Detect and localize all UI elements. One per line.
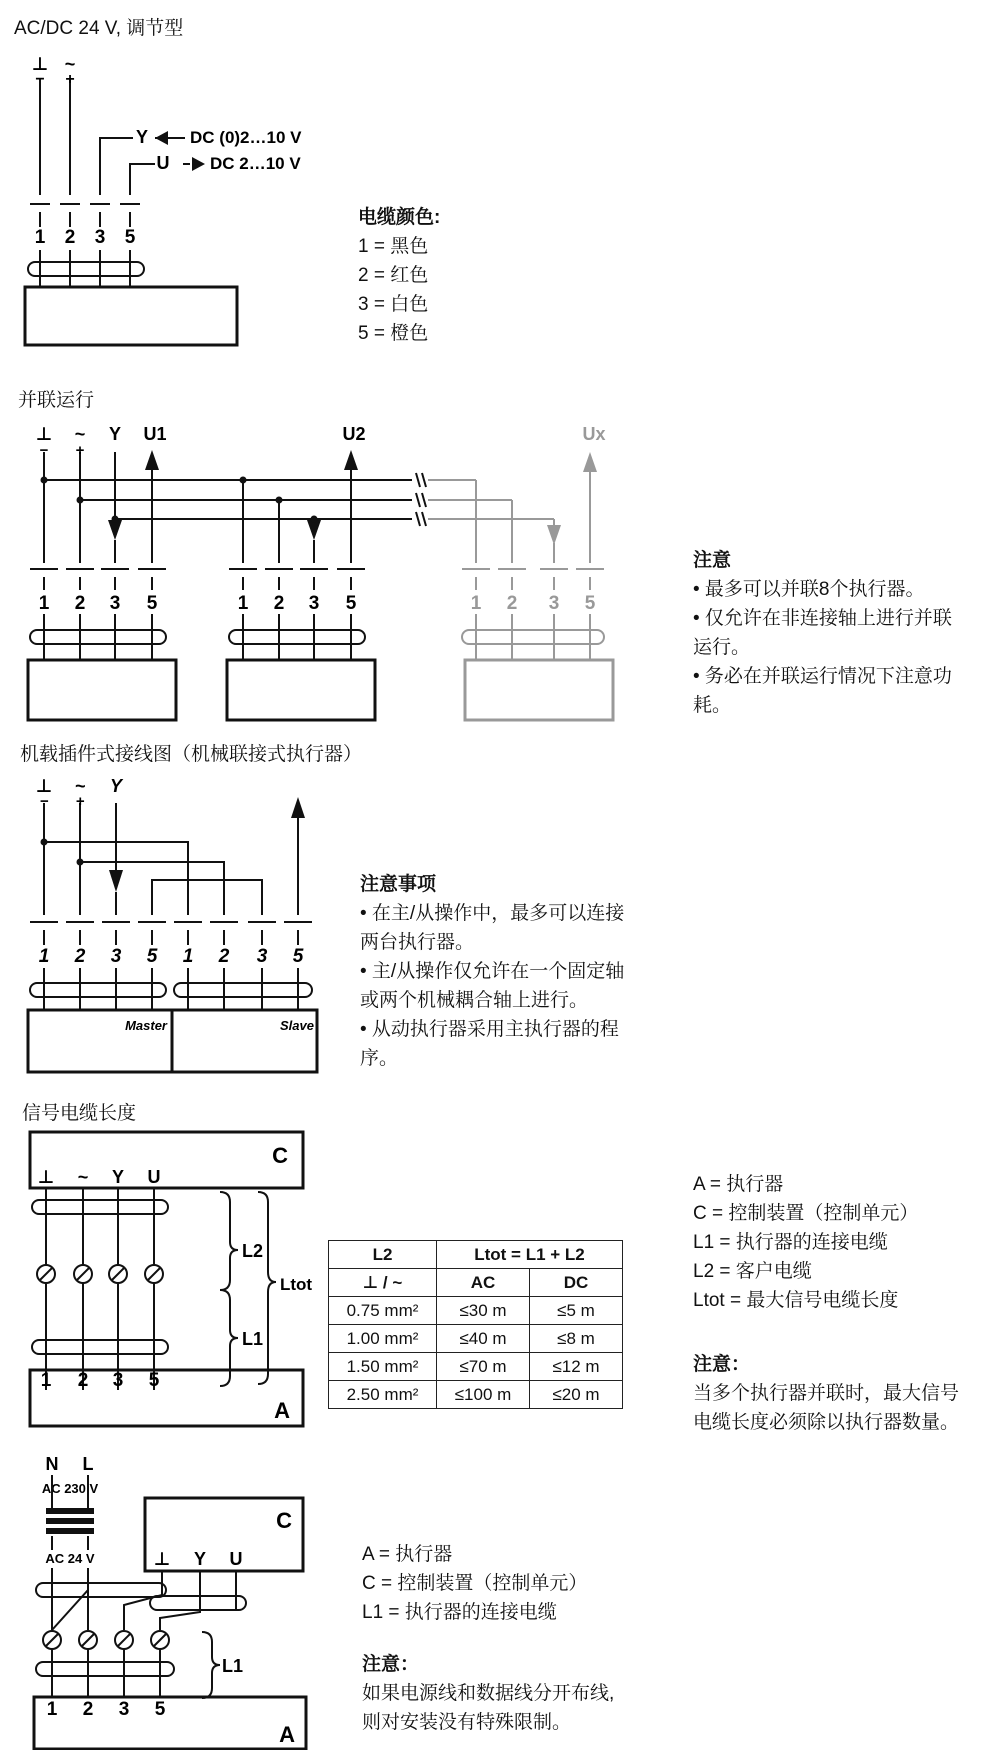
arrow-down-icon bbox=[547, 525, 561, 545]
term-ac: ~ bbox=[64, 54, 76, 74]
slave-label: Slave bbox=[280, 1018, 314, 1033]
svg-text:3: 3 bbox=[256, 946, 268, 967]
actuator-box bbox=[30, 1370, 303, 1426]
signal-u-label: DC 2…10 V bbox=[210, 154, 301, 173]
svg-text:2: 2 bbox=[82, 1699, 94, 1720]
section1-title: AC/DC 24 V, 调节型 bbox=[14, 18, 184, 39]
l2-label: L2 bbox=[242, 1241, 264, 1261]
table-row: 1.50 mm² ≤70 m ≤12 m bbox=[329, 1353, 623, 1381]
svg-text:1: 1 bbox=[38, 593, 50, 614]
terminal-2: 2 bbox=[64, 227, 76, 248]
table-row: 1.00 mm² ≤40 m ≤8 m bbox=[329, 1325, 623, 1353]
terminal-3: 3 bbox=[94, 227, 106, 248]
arrow-u-icon bbox=[192, 157, 205, 171]
svg-text:1: 1 bbox=[182, 946, 194, 967]
svg-text:Y: Y bbox=[111, 1167, 125, 1187]
svg-text:⊥: ⊥ bbox=[153, 1549, 171, 1569]
master-label: Master bbox=[125, 1018, 167, 1033]
svg-text:Y: Y bbox=[109, 776, 123, 796]
svg-text:3: 3 bbox=[112, 1370, 124, 1391]
legend-item: 5 = 橙色 bbox=[358, 323, 429, 344]
arrow-up-icon bbox=[145, 450, 159, 470]
arrow-up-icon bbox=[583, 452, 597, 472]
arrow-up-icon bbox=[291, 797, 305, 818]
svg-text:1: 1 bbox=[38, 946, 50, 967]
svg-text:+: + bbox=[75, 793, 85, 810]
legend-title: 电缆颜色: bbox=[358, 207, 441, 228]
term-gnd: ⊥ bbox=[31, 54, 49, 74]
cable-length-table bbox=[328, 1240, 623, 1409]
section2-title: 并联运行 bbox=[18, 390, 95, 411]
arrow-y-icon bbox=[155, 131, 168, 145]
table-head-l2: L2 bbox=[329, 1241, 437, 1269]
svg-text:2: 2 bbox=[506, 593, 518, 614]
controller-box bbox=[30, 1132, 303, 1188]
section4-legend: A = 执行器 C = 控制装置（控制单元） L1 = 执行器的连接电缆 L2 = 客户电缆 Ltot = 最大信号电缆长度 bbox=[693, 1174, 919, 1311]
svg-text:5: 5 bbox=[154, 1699, 166, 1720]
svg-text:U2: U2 bbox=[342, 424, 366, 444]
section4-note: 注意： 当多个执行器并联时，最大信号 电缆长度必须除以执行器数量。 bbox=[693, 1354, 960, 1433]
cable-color-legend bbox=[358, 203, 440, 348]
svg-text:⊥: ⊥ bbox=[35, 424, 53, 444]
svg-text:U: U bbox=[147, 1167, 161, 1187]
terminal-5: 5 bbox=[124, 227, 136, 248]
table-head-dc: DC bbox=[530, 1269, 623, 1297]
svg-text:⊥: ⊥ bbox=[37, 1167, 55, 1187]
svg-text:2: 2 bbox=[74, 946, 86, 967]
signal-y-label: DC (0)2…10 V bbox=[190, 128, 302, 147]
legend-item: 2 = 红色 bbox=[358, 265, 429, 286]
svg-text:2: 2 bbox=[77, 1370, 89, 1391]
svg-text:5: 5 bbox=[148, 1370, 160, 1391]
ltot-label: Ltot bbox=[280, 1275, 313, 1294]
arrow-up-icon bbox=[344, 450, 358, 470]
terminal-1: 1 bbox=[34, 227, 46, 248]
arrow-down-icon bbox=[108, 520, 122, 540]
svg-text:Ux: Ux bbox=[582, 424, 606, 444]
term-u: U bbox=[156, 153, 170, 173]
svg-text:L: L bbox=[82, 1454, 94, 1474]
svg-text:1: 1 bbox=[470, 593, 482, 614]
svg-text:~: ~ bbox=[77, 1167, 89, 1187]
table-head-ac: AC bbox=[437, 1269, 530, 1297]
parallel-note: 注意 • 最多可以并联8个执行器。 • 仅允许在非连接轴上进行并联 运行。 • 务必在并联运行情况下注意功 耗。 bbox=[693, 550, 952, 716]
section3-title: 机载插件式接线图（机械联接式执行器） bbox=[20, 744, 363, 765]
svg-text:+: + bbox=[75, 442, 85, 459]
svg-text:C: C bbox=[272, 1143, 288, 1168]
svg-text:3: 3 bbox=[109, 593, 121, 614]
svg-text:3: 3 bbox=[308, 593, 320, 614]
svg-text:N: N bbox=[45, 1454, 59, 1474]
wiring-diagram-1 bbox=[0, 0, 1000, 360]
actuator-box-gray bbox=[465, 660, 613, 720]
svg-text:−: − bbox=[39, 442, 49, 459]
svg-text:Y: Y bbox=[193, 1549, 207, 1569]
svg-text:C: C bbox=[276, 1508, 292, 1533]
svg-text:5: 5 bbox=[345, 593, 357, 614]
section5-legend: A = 执行器 C = 控制装置（控制单元） L1 = 执行器的连接电缆 bbox=[362, 1544, 588, 1623]
table-row: 2.50 mm² ≤100 m ≤20 m bbox=[329, 1381, 623, 1409]
l1-label: L1 bbox=[222, 1656, 244, 1676]
svg-text:U1: U1 bbox=[143, 424, 167, 444]
table-row: 0.75 mm² ≤30 m ≤5 m bbox=[329, 1297, 623, 1325]
svg-text:3: 3 bbox=[548, 593, 560, 614]
table-head-sym: ⊥ / ~ bbox=[329, 1269, 437, 1297]
svg-text:2: 2 bbox=[74, 593, 86, 614]
svg-text:2: 2 bbox=[218, 946, 230, 967]
arrow-down-icon bbox=[307, 520, 321, 540]
svg-text:5: 5 bbox=[146, 946, 158, 967]
l1-label: L1 bbox=[242, 1329, 264, 1349]
section5-note: 注意： 如果电源线和数据线分开布线, 则对安装没有特殊限制。 bbox=[362, 1654, 615, 1733]
svg-text:1: 1 bbox=[46, 1699, 58, 1720]
svg-text:−: − bbox=[35, 71, 45, 88]
svg-text:⊥: ⊥ bbox=[35, 776, 53, 796]
svg-text:~: ~ bbox=[74, 424, 86, 444]
actuator-box bbox=[34, 1697, 306, 1749]
svg-text:5: 5 bbox=[584, 593, 596, 614]
svg-text:2: 2 bbox=[273, 593, 285, 614]
actuator-box bbox=[25, 287, 237, 345]
term-y: Y bbox=[135, 127, 149, 147]
arrow-down-icon bbox=[109, 870, 123, 892]
svg-text:U: U bbox=[229, 1549, 243, 1569]
svg-text:Y: Y bbox=[108, 424, 122, 444]
svg-text:1: 1 bbox=[40, 1370, 52, 1391]
svg-text:3: 3 bbox=[110, 946, 122, 967]
section4-title: 信号电缆长度 bbox=[22, 1103, 137, 1124]
svg-text:A: A bbox=[279, 1722, 295, 1747]
svg-text:+: + bbox=[65, 71, 75, 88]
svg-text:1: 1 bbox=[237, 593, 249, 614]
svg-text:−: − bbox=[39, 793, 49, 810]
svg-text:3: 3 bbox=[118, 1699, 130, 1720]
legend-item: 1 = 黑色 bbox=[358, 236, 429, 257]
table-head-ltot: Ltot = L1 + L2 bbox=[437, 1241, 623, 1269]
svg-text:~: ~ bbox=[74, 776, 86, 796]
actuator-box bbox=[227, 660, 375, 720]
svg-text:5: 5 bbox=[146, 593, 158, 614]
svg-text:AC 230 V: AC 230 V bbox=[41, 1481, 99, 1496]
svg-text:5: 5 bbox=[292, 946, 304, 967]
legend-item: 3 = 白色 bbox=[358, 294, 429, 315]
master-slave-note: 注意事项 • 在主/从操作中，最多可以连接 两台执行器。 • 主/从操作仅允许在一个固定轴 或两个机械耦合轴上进行。 • 从动执行器采用主执行器的程 序。 bbox=[360, 874, 625, 1069]
svg-text:A: A bbox=[274, 1398, 290, 1423]
actuator-box bbox=[28, 660, 176, 720]
svg-text:AC 24 V: AC 24 V bbox=[45, 1551, 95, 1566]
